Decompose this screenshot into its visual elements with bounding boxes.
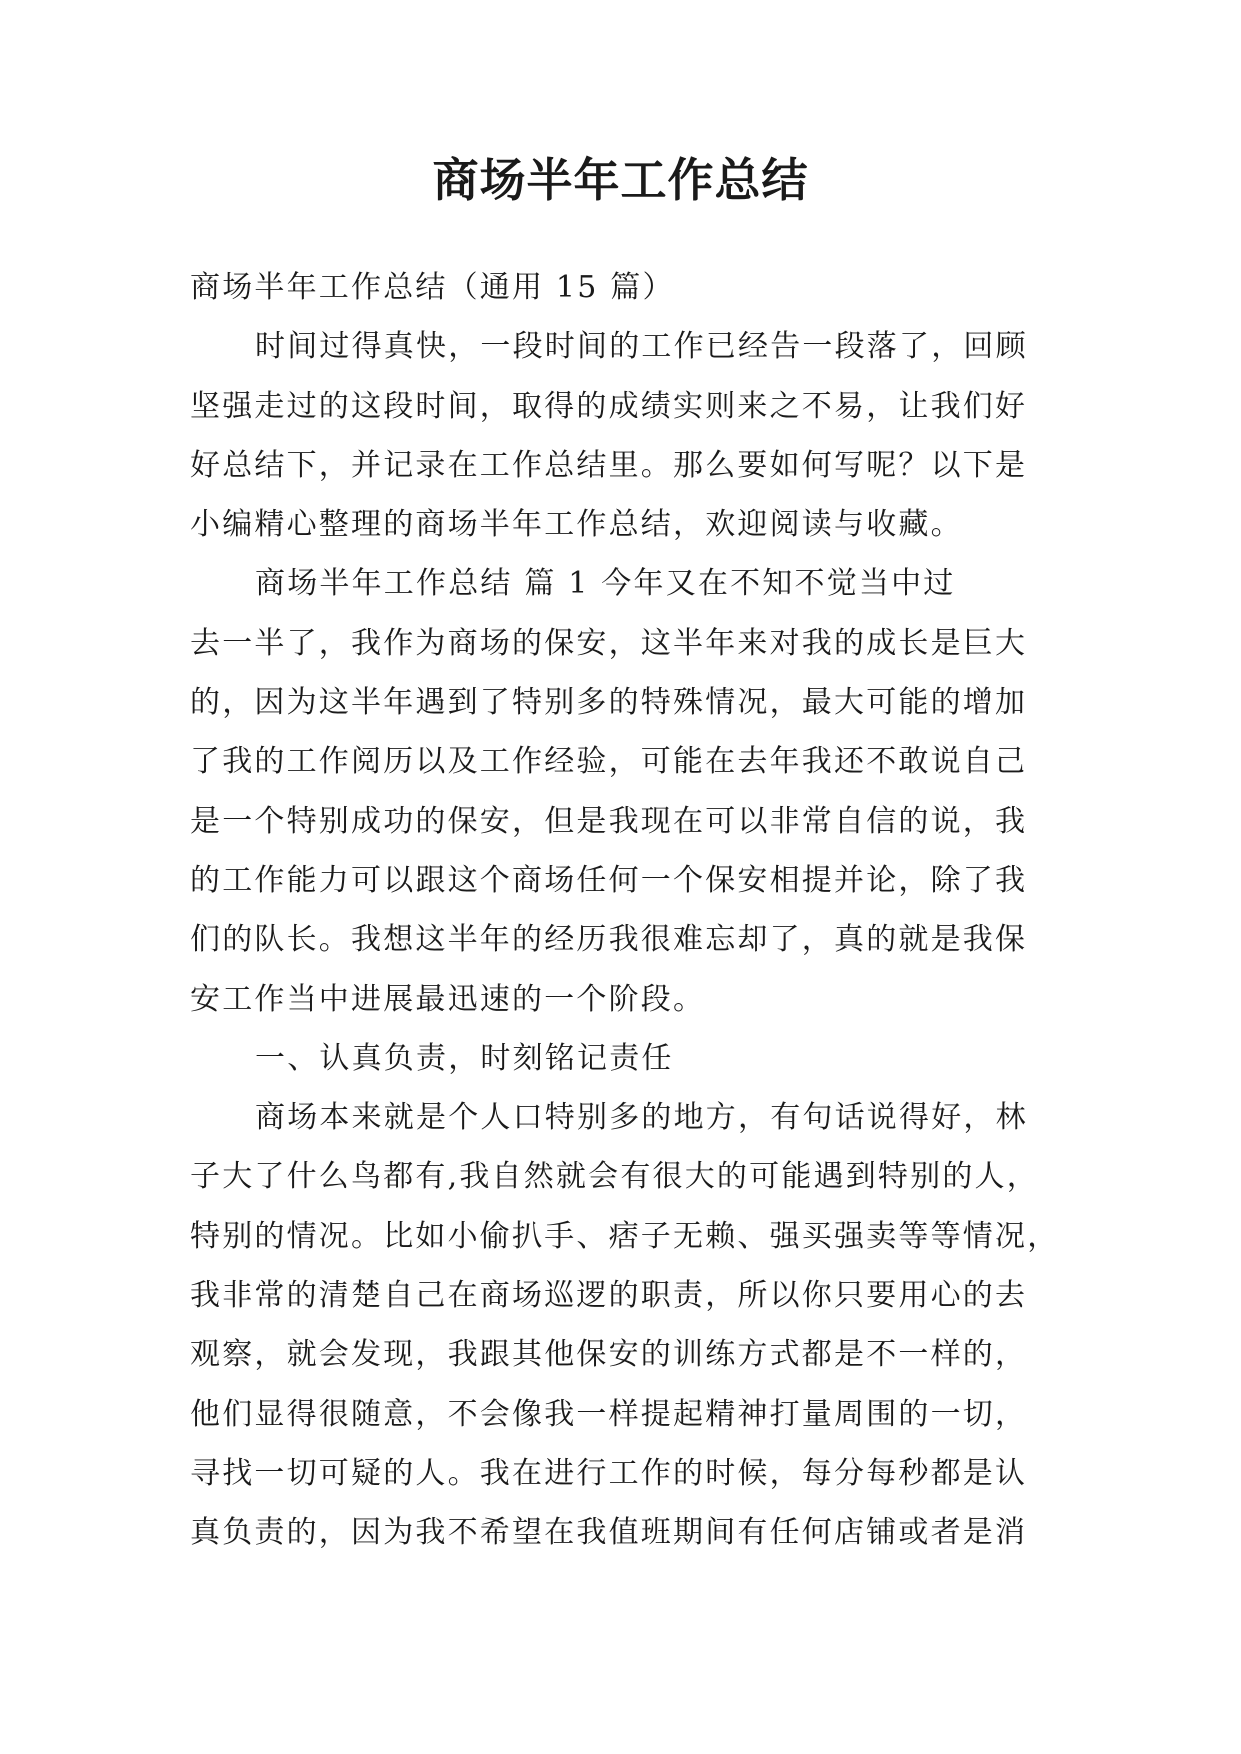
subtitle-line: 商场半年工作总结（通用 15 篇） — [190, 270, 675, 305]
paragraph-line: 观察，就会发现，我跟其他保安的训练方式都是不一样的， — [190, 1337, 1028, 1373]
paragraph-line: 寻找一切可疑的人。我在进行工作的时候，每分每秒都是认 — [190, 1455, 1028, 1491]
paragraph-line: 真负责的，因为我不希望在我值班期间有任何店铺或者是消 — [190, 1515, 1028, 1551]
paragraph-line: 去一半了，我作为商场的保安，这半年来对我的成长是巨大 — [190, 625, 1028, 661]
paragraph-line: 的工作能力可以跟这个商场任何一个保安相提并论，除了我 — [190, 862, 1028, 898]
paragraph-line: 们的队长。我想这半年的经历我很难忘却了，真的就是我保 — [190, 922, 1028, 958]
paragraph-line: 小编精心整理的商场半年工作总结，欢迎阅读与收藏。 — [190, 507, 963, 543]
paragraph-line: 特别的情况。比如小偷扒手、痞子无赖、强买强卖等等情况， — [190, 1218, 1060, 1254]
paragraph-line: 时间过得真快，一段时间的工作已经告一段落了，回顾 — [255, 329, 1028, 365]
paragraph-line: 好总结下，并记录在工作总结里。那么要如何写呢？以下是 — [190, 447, 1028, 483]
paragraph-line: 的，因为这半年遇到了特别多的特殊情况，最大可能的增加 — [190, 685, 1028, 721]
paragraph-line: 商场本来就是个人口特别多的地方，有句话说得好，林 — [255, 1100, 1028, 1136]
paragraph-line: 坚强走过的这段时间，取得的成绩实则来之不易，让我们好 — [190, 388, 1028, 424]
paragraph-line: 子大了什么鸟都有,我自然就会有很大的可能遇到特别的人， — [190, 1159, 1039, 1195]
section-heading-line: 商场半年工作总结 篇 1 今年又在不知不觉当中过 — [255, 566, 956, 602]
paragraph-line: 了我的工作阅历以及工作经验，可能在去年我还不敢说自己 — [190, 744, 1028, 780]
paragraph-line: 安工作当中进展最迅速的一个阶段。 — [190, 981, 706, 1017]
paragraph-line: 是一个特别成功的保安，但是我现在可以非常自信的说，我 — [190, 803, 1028, 839]
subheading-line: 一、认真负责，时刻铭记责任 — [255, 1040, 674, 1076]
paragraph-line: 我非常的清楚自己在商场巡逻的职责，所以你只要用心的去 — [190, 1278, 1028, 1314]
document-title: 商场半年工作总结 — [432, 153, 809, 207]
document-body — [190, 258, 1060, 1563]
paragraph-line: 他们显得很随意，不会像我一样提起精神打量周围的一切， — [190, 1396, 1028, 1432]
